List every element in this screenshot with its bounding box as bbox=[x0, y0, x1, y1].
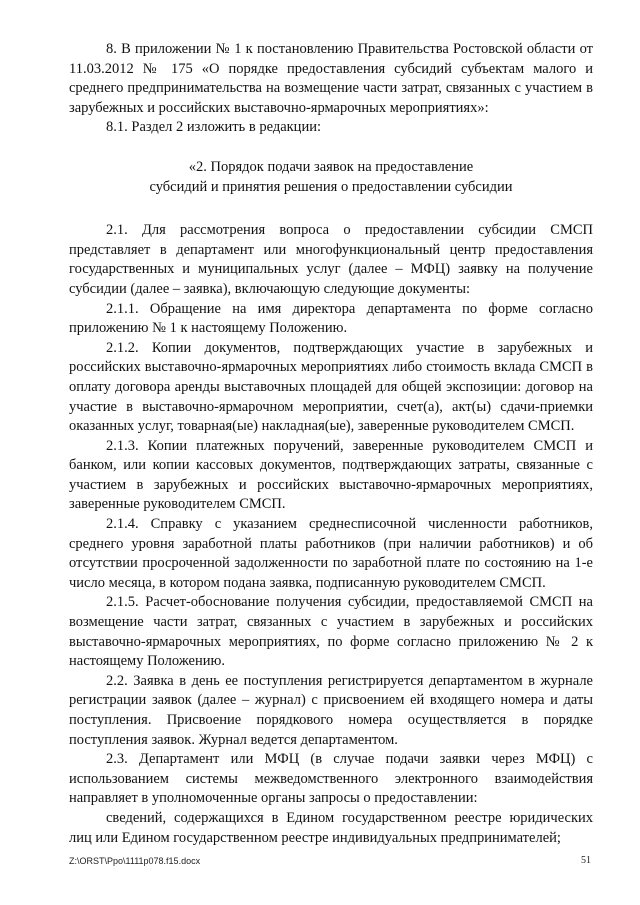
section-heading bbox=[69, 158, 593, 197]
clause-2-1-3: 2.1.3. Копии платежных поручений, заверенные руководителем СМСП и банком, или копии кассовых документов, подтверждающих затраты, связанные с участием в зарубежных и российских выставочно-ярмарочных мероприятиях, заверенные руководителем СМСП. bbox=[69, 437, 593, 513]
clause-2-3-item: сведений, содержащихся в Едином государственном реестре юридических лиц или Едином государственном реестре индивидуальных предпринимателей; bbox=[69, 809, 593, 846]
footer-file-path: Z:\ORST\Ppo\1111p078.f15.docx bbox=[69, 856, 201, 866]
amendment-paragraph-8: 8. В приложении № 1 к постановлению Правительства Ростовской области от 11.03.2012 № 175 «О порядке предоставления субсидий субъектам малого и среднего предпринимательства на возмещение части затрат, связанных с участием в зарубежных и российских выставочно-ярмарочных мероприятиях»: bbox=[69, 41, 593, 116]
clause-2-1-5: 2.1.5. Расчет-обоснование получения субсидии, предоставляемой СМСП на возмещение части затрат, связанных с участием в зарубежных и российских выставочно-ярмарочных мероприятиях, по форме согласно приложению № 2 к настоящему Положению. bbox=[69, 594, 593, 670]
section-heading-line-1: «2. Порядок подачи заявок на предоставление bbox=[188, 158, 474, 175]
amendment-paragraph-8-1: 8.1. Раздел 2 изложить в редакции: bbox=[106, 119, 321, 136]
document-body bbox=[69, 40, 593, 848]
clause-2-1-4: 2.1.4. Справку с указанием среднесписочной численности работников, среднего уровня заработной платы работников (при наличии работников) и об отсутствии просроченной задолженности по заработной плате по состоянию на 1-е число месяца, в котором подана заявка, подписанную руководителем СМСП. bbox=[69, 516, 593, 591]
section-heading-line-2: субсидий и принятия решения о предоставлении субсидии bbox=[149, 178, 513, 195]
clause-2-2: 2.2. Заявка в день ее поступления регистрируется департаментом в журнале регистрации заявок (далее – журнал) с присвоением ей входящего номера и даты поступления. Присвоение порядкового номера осуществляется в порядке поступления заявок. Журнал ведется департаментом. bbox=[69, 672, 593, 748]
clause-2-1-1: 2.1.1. Обращение на имя директора департамента по форме согласно приложению № 1 к настоящему Положению. bbox=[69, 300, 593, 337]
footer-page-number: 51 bbox=[581, 855, 591, 866]
clause-2-3: 2.3. Департамент или МФЦ (в случае подачи заявки через МФЦ) с использованием системы межведомственного электронного взаимодействия направляет в уполномоченные органы запросы о предоставлении: bbox=[69, 751, 593, 807]
clause-2-1: 2.1. Для рассмотрения вопроса о предоставлении субсидии СМСП представляет в департамент или многофункциональный центр предоставления государственных и муниципальных услуг (далее – МФЦ) заявку на получение субсидии (далее – заявка), включающую следующие документы: bbox=[69, 222, 593, 297]
clause-2-1-2: 2.1.2. Копии документов, подтверждающих участие в зарубежных и российских выставочно-ярмарочных мероприятиях либо стоимость вклада СМСП в оплату договора аренды выставочных площадей для общей экспозиции: договор на участие в выставочно-ярмарочном мероприятии, счет(а), акт(ы) сдачи-приемки оказанных услуг, товарная(ые) накладная(ые), заверенные руководителем СМСП. bbox=[69, 339, 593, 435]
